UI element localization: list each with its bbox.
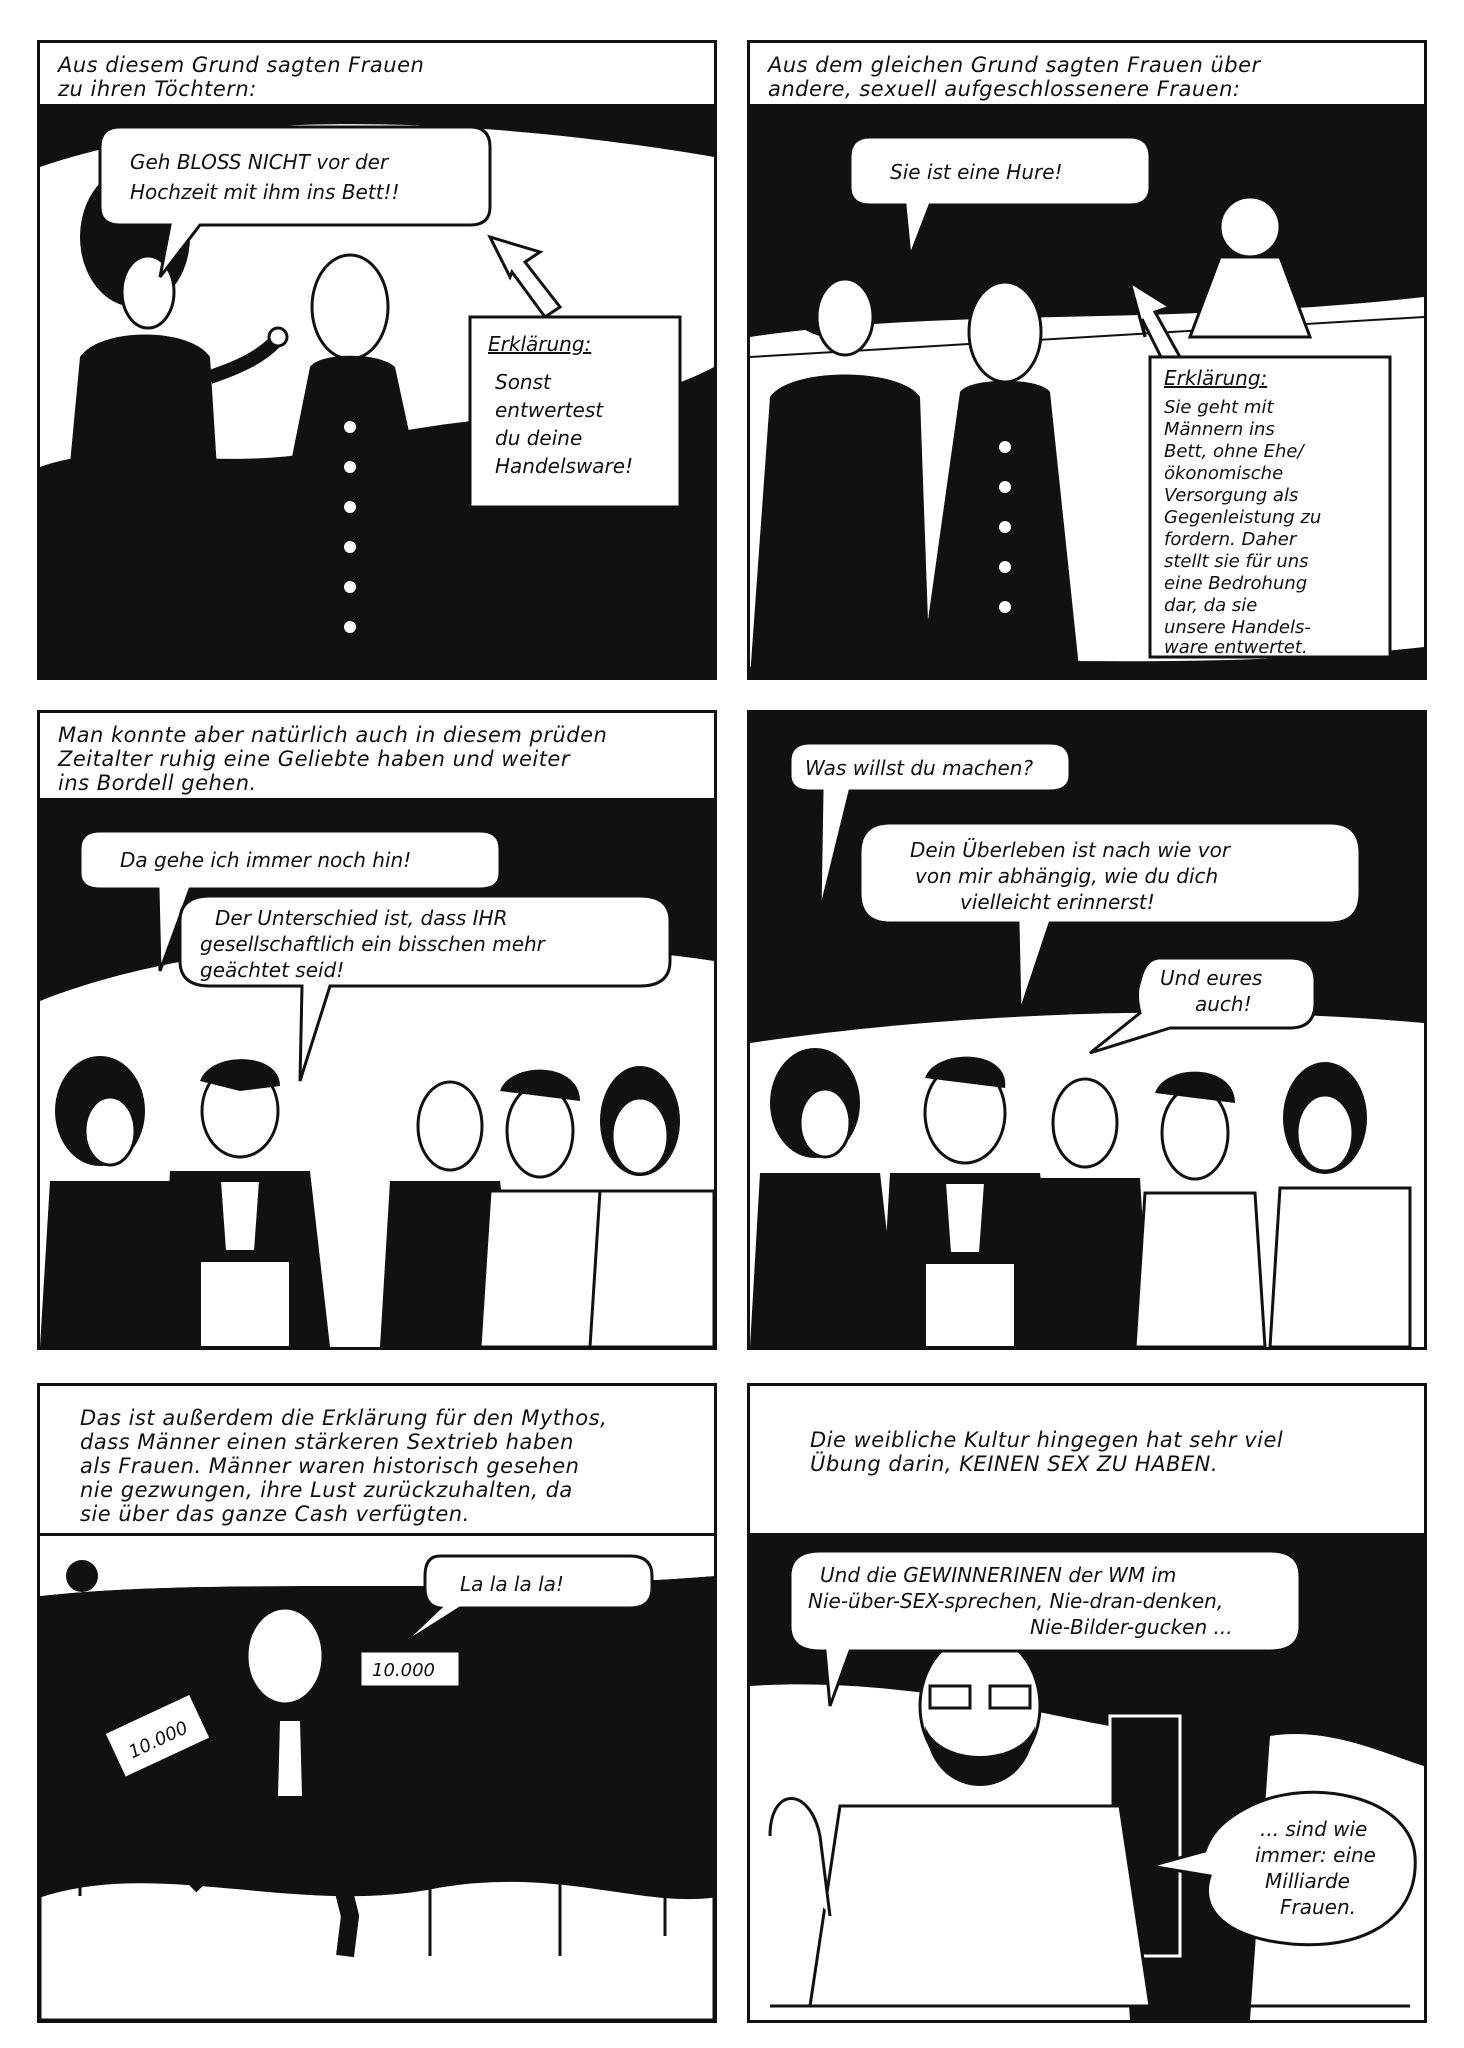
caption-line: Das ist außerdem die Erklärung für den Mythos, bbox=[80, 1406, 608, 1430]
caption-line: als Frauen. Männer waren historisch gesehen bbox=[80, 1454, 580, 1478]
caption-line: Aus dem gleichen Grund sagten Frauen über bbox=[768, 53, 1261, 77]
panel-6 bbox=[747, 1383, 1427, 2023]
bubble-line: Nie-über-SEX-sprechen, Nie-dran-denken, bbox=[808, 1589, 1224, 1613]
panel-4-drawing bbox=[750, 713, 1424, 1347]
bubble-line: gesellschaftlich ein bisschen mehr bbox=[200, 932, 545, 956]
money-right bbox=[360, 1651, 460, 1687]
note-line: Handelsware! bbox=[495, 454, 634, 478]
panel-5 bbox=[37, 1383, 717, 2023]
caption-line: nie gezwungen, ihre Lust zurückzuhalten, da bbox=[80, 1478, 573, 1502]
note-line: Sonst bbox=[495, 370, 551, 394]
money-amount: 10.000 bbox=[125, 1717, 192, 1764]
bubble-line: Und die GEWINNERINEN der WM im bbox=[820, 1563, 1177, 1587]
note-line: du deine bbox=[495, 426, 583, 450]
sun-icon bbox=[66, 1560, 98, 1592]
note-line: Männern ins bbox=[1164, 419, 1275, 440]
panel-1-caption bbox=[40, 43, 714, 107]
bubble-line: Was willst du machen? bbox=[805, 756, 1034, 780]
note-line: dar, da sie bbox=[1164, 595, 1258, 616]
panel-5-art bbox=[40, 1536, 714, 2020]
note-line: stellt sie für uns bbox=[1164, 551, 1309, 572]
panel-4 bbox=[747, 710, 1427, 1350]
bubble-line: Da gehe ich immer noch hin! bbox=[120, 848, 412, 872]
caption-line: Übung darin, KEINEN SEX ZU HABEN. bbox=[810, 1452, 1219, 1476]
panel-6-art bbox=[750, 1536, 1424, 2020]
bubble-line: Geh BLOSS NICHT vor der bbox=[130, 150, 389, 174]
note-title: Erklärung: bbox=[1164, 366, 1268, 390]
note-title: Erklärung: bbox=[488, 332, 592, 356]
bubble-line: Und eures bbox=[1160, 966, 1263, 990]
bubble-line: Dein Überleben ist nach wie vor bbox=[910, 838, 1231, 862]
caption-line: zu ihren Töchtern: bbox=[58, 77, 257, 101]
panel-2-caption bbox=[750, 43, 1424, 107]
bubble-line: Frauen. bbox=[1280, 1895, 1356, 1919]
caption-line: Die weibliche Kultur hingegen hat sehr viel bbox=[810, 1428, 1284, 1452]
bubble-line: Milliarde bbox=[1265, 1869, 1350, 1893]
panel-5-drawing bbox=[40, 1536, 714, 2020]
caption-line: dass Männer einen stärkeren Sextrieb haben bbox=[80, 1430, 574, 1454]
panel-3 bbox=[37, 710, 717, 1350]
caption-line: andere, sexuell aufgeschlossenere Frauen: bbox=[768, 77, 1241, 101]
bubble-line: La la la la! bbox=[460, 1572, 564, 1596]
caption-line: Zeitalter ruhig eine Geliebte haben und weiter bbox=[58, 747, 570, 771]
note-line: Versorgung als bbox=[1164, 485, 1299, 506]
bubble-line: Der Unterschied ist, dass IHR bbox=[215, 906, 508, 930]
note-line: entwertest bbox=[495, 398, 604, 422]
note-line: Bett, ohne Ehe/ bbox=[1164, 441, 1304, 462]
note-line: eine Bedrohung bbox=[1164, 573, 1308, 594]
bubble-line: von mir abhängig, wie du dich bbox=[915, 864, 1219, 888]
panel-2-drawing bbox=[750, 107, 1424, 677]
note-line: Sie geht mit bbox=[1164, 397, 1274, 418]
bubble-line: immer: eine bbox=[1255, 1843, 1376, 1867]
panel-1-art bbox=[40, 107, 714, 677]
panel-2 bbox=[747, 40, 1427, 680]
panel-3-drawing bbox=[40, 801, 714, 1347]
note-line: ware entwertet. bbox=[1164, 637, 1308, 658]
panel-6-drawing bbox=[750, 1536, 1424, 2020]
panel-3-art bbox=[40, 801, 714, 1347]
caption-line: Man konnte aber natürlich auch in diesem prüden bbox=[58, 723, 608, 747]
money-amount: 10.000 bbox=[372, 1660, 435, 1681]
note-line: fordern. Daher bbox=[1164, 529, 1297, 550]
panel-4-art bbox=[750, 713, 1424, 1347]
caption-line: ins Bordell gehen. bbox=[58, 771, 257, 795]
bubble-line: Sie ist eine Hure! bbox=[890, 160, 1063, 184]
bubble-line: auch! bbox=[1195, 992, 1252, 1016]
bubble-line: vielleicht erinnerst! bbox=[960, 890, 1155, 914]
note-line: Gegenleistung zu bbox=[1164, 507, 1322, 528]
panel-2-art bbox=[750, 107, 1424, 677]
note-line: ökonomische bbox=[1164, 463, 1284, 484]
bubble-line: ... sind wie bbox=[1260, 1817, 1368, 1841]
panel-3-caption bbox=[40, 713, 714, 801]
panel-1 bbox=[37, 40, 717, 680]
caption-line: Aus diesem Grund sagten Frauen bbox=[58, 53, 425, 77]
panel-6-caption bbox=[750, 1386, 1424, 1536]
bubble-line: Nie-Bilder-gucken ... bbox=[1030, 1615, 1233, 1639]
bubble-line: Hochzeit mit ihm ins Bett!! bbox=[130, 180, 400, 204]
bubble-line: geächtet seid! bbox=[200, 958, 345, 982]
panel-1-drawing bbox=[40, 107, 714, 677]
note-line: unsere Handels- bbox=[1164, 617, 1311, 638]
panel-5-caption bbox=[40, 1386, 714, 1536]
caption-line: sie über das ganze Cash verfügten. bbox=[80, 1502, 470, 1526]
